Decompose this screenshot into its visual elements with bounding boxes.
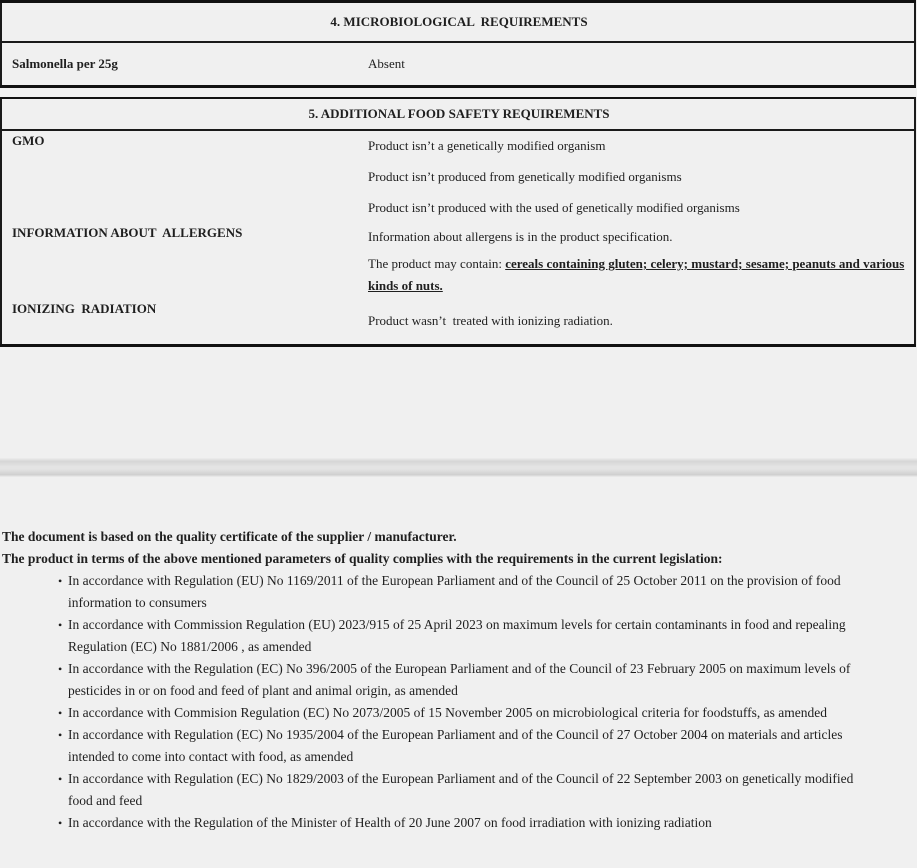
additional-food-safety-table — [0, 97, 916, 347]
section4-title: 4. MICROBIOLOGICAL REQUIREMENTS — [1, 2, 915, 42]
table-row — [1, 223, 915, 251]
value-cell-allergens-1: Information about allergens is in the product specification. — [368, 229, 673, 244]
allergens-statement-prefix: The product may contain: — [368, 256, 506, 271]
list-item: • In accordance with Regulation (EC) No 1829/2003 of the European Parliament and of the Council of 22 September 2003 on genetically modified food and feed — [2, 768, 864, 812]
legislation-section — [2, 526, 914, 834]
parameter-cell-allergens: INFORMATION ABOUT ALLERGENS — [12, 225, 243, 240]
list-item: • In accordance with Commission Regulation (EU) 2023/915 of 25 April 2023 on maximum levels for certain contaminants in food and repealing Regulation (EC) No 1881/2006 , as amended — [2, 614, 864, 658]
allergens-list-emphasis: cereals containing gluten; celery; mustard; sesame; peanuts and various kinds of nuts. — [368, 256, 905, 293]
parameter-cell-ionizing-radiation: IONIZING RADIATION — [12, 301, 157, 316]
value-cell-gmo-2: Product isn’t produced from genetically modified organisms — [368, 168, 682, 184]
list-item: • In accordance with Commision Regulation (EC) No 2073/2005 of 15 November 2005 on microbiological criteria for foodstuffs, as amended — [2, 702, 864, 724]
value-cell-allergens-2 — [358, 251, 915, 299]
legal-statement-2: The product in terms of the above mentioned parameters of quality complies with the requirements in the current legislation: — [2, 551, 723, 566]
value-cell-gmo-1: Product isn’t a genetically modified organism — [368, 138, 606, 153]
value-cell-ionizing-radiation: Product wasn’t treated with ionizing radiation. — [368, 313, 613, 329]
regulation-list — [2, 570, 864, 834]
value-cell-salmonella: Absent — [368, 55, 405, 71]
microbiological-requirements-table — [0, 0, 916, 88]
parameter-cell-gmo: GMO — [12, 133, 45, 148]
table-row — [1, 299, 915, 345]
list-item: • In accordance with the Regulation (EC) No 396/2005 of the European Parliament and of the Council of 23 February 2005 on maximum levels of pesticides in or on food and feed of plant and animal origin, as amended — [2, 658, 864, 702]
page-break-separator — [0, 458, 917, 477]
section5-title: 5. ADDITIONAL FOOD SAFETY REQUIREMENTS — [1, 98, 915, 130]
legal-statement-1: The document is based on the quality certificate of the supplier / manufacturer. — [2, 529, 457, 544]
table-row — [1, 42, 915, 87]
table-row — [1, 130, 915, 161]
table-row — [1, 98, 915, 130]
parameter-cell-salmonella: Salmonella per 25g — [12, 55, 118, 71]
table-row — [1, 2, 915, 42]
value-cell-gmo-3: Product isn’t produced with the used of genetically modified organisms — [368, 199, 740, 215]
list-item: • In accordance with the Regulation of the Minister of Health of 20 June 2007 on food irradiation with ionizing radiation — [2, 812, 864, 834]
table-gap — [0, 88, 917, 97]
list-item: • In accordance with Regulation (EU) No 1169/2011 of the European Parliament and of the Council of 25 October 2011 on the provision of food information to consumers — [2, 570, 864, 614]
list-item: • In accordance with Regulation (EC) No 1935/2004 of the European Parliament and of the Council of 27 October 2004 on materials and articles intended to come into contact with food, as amended — [2, 724, 864, 768]
